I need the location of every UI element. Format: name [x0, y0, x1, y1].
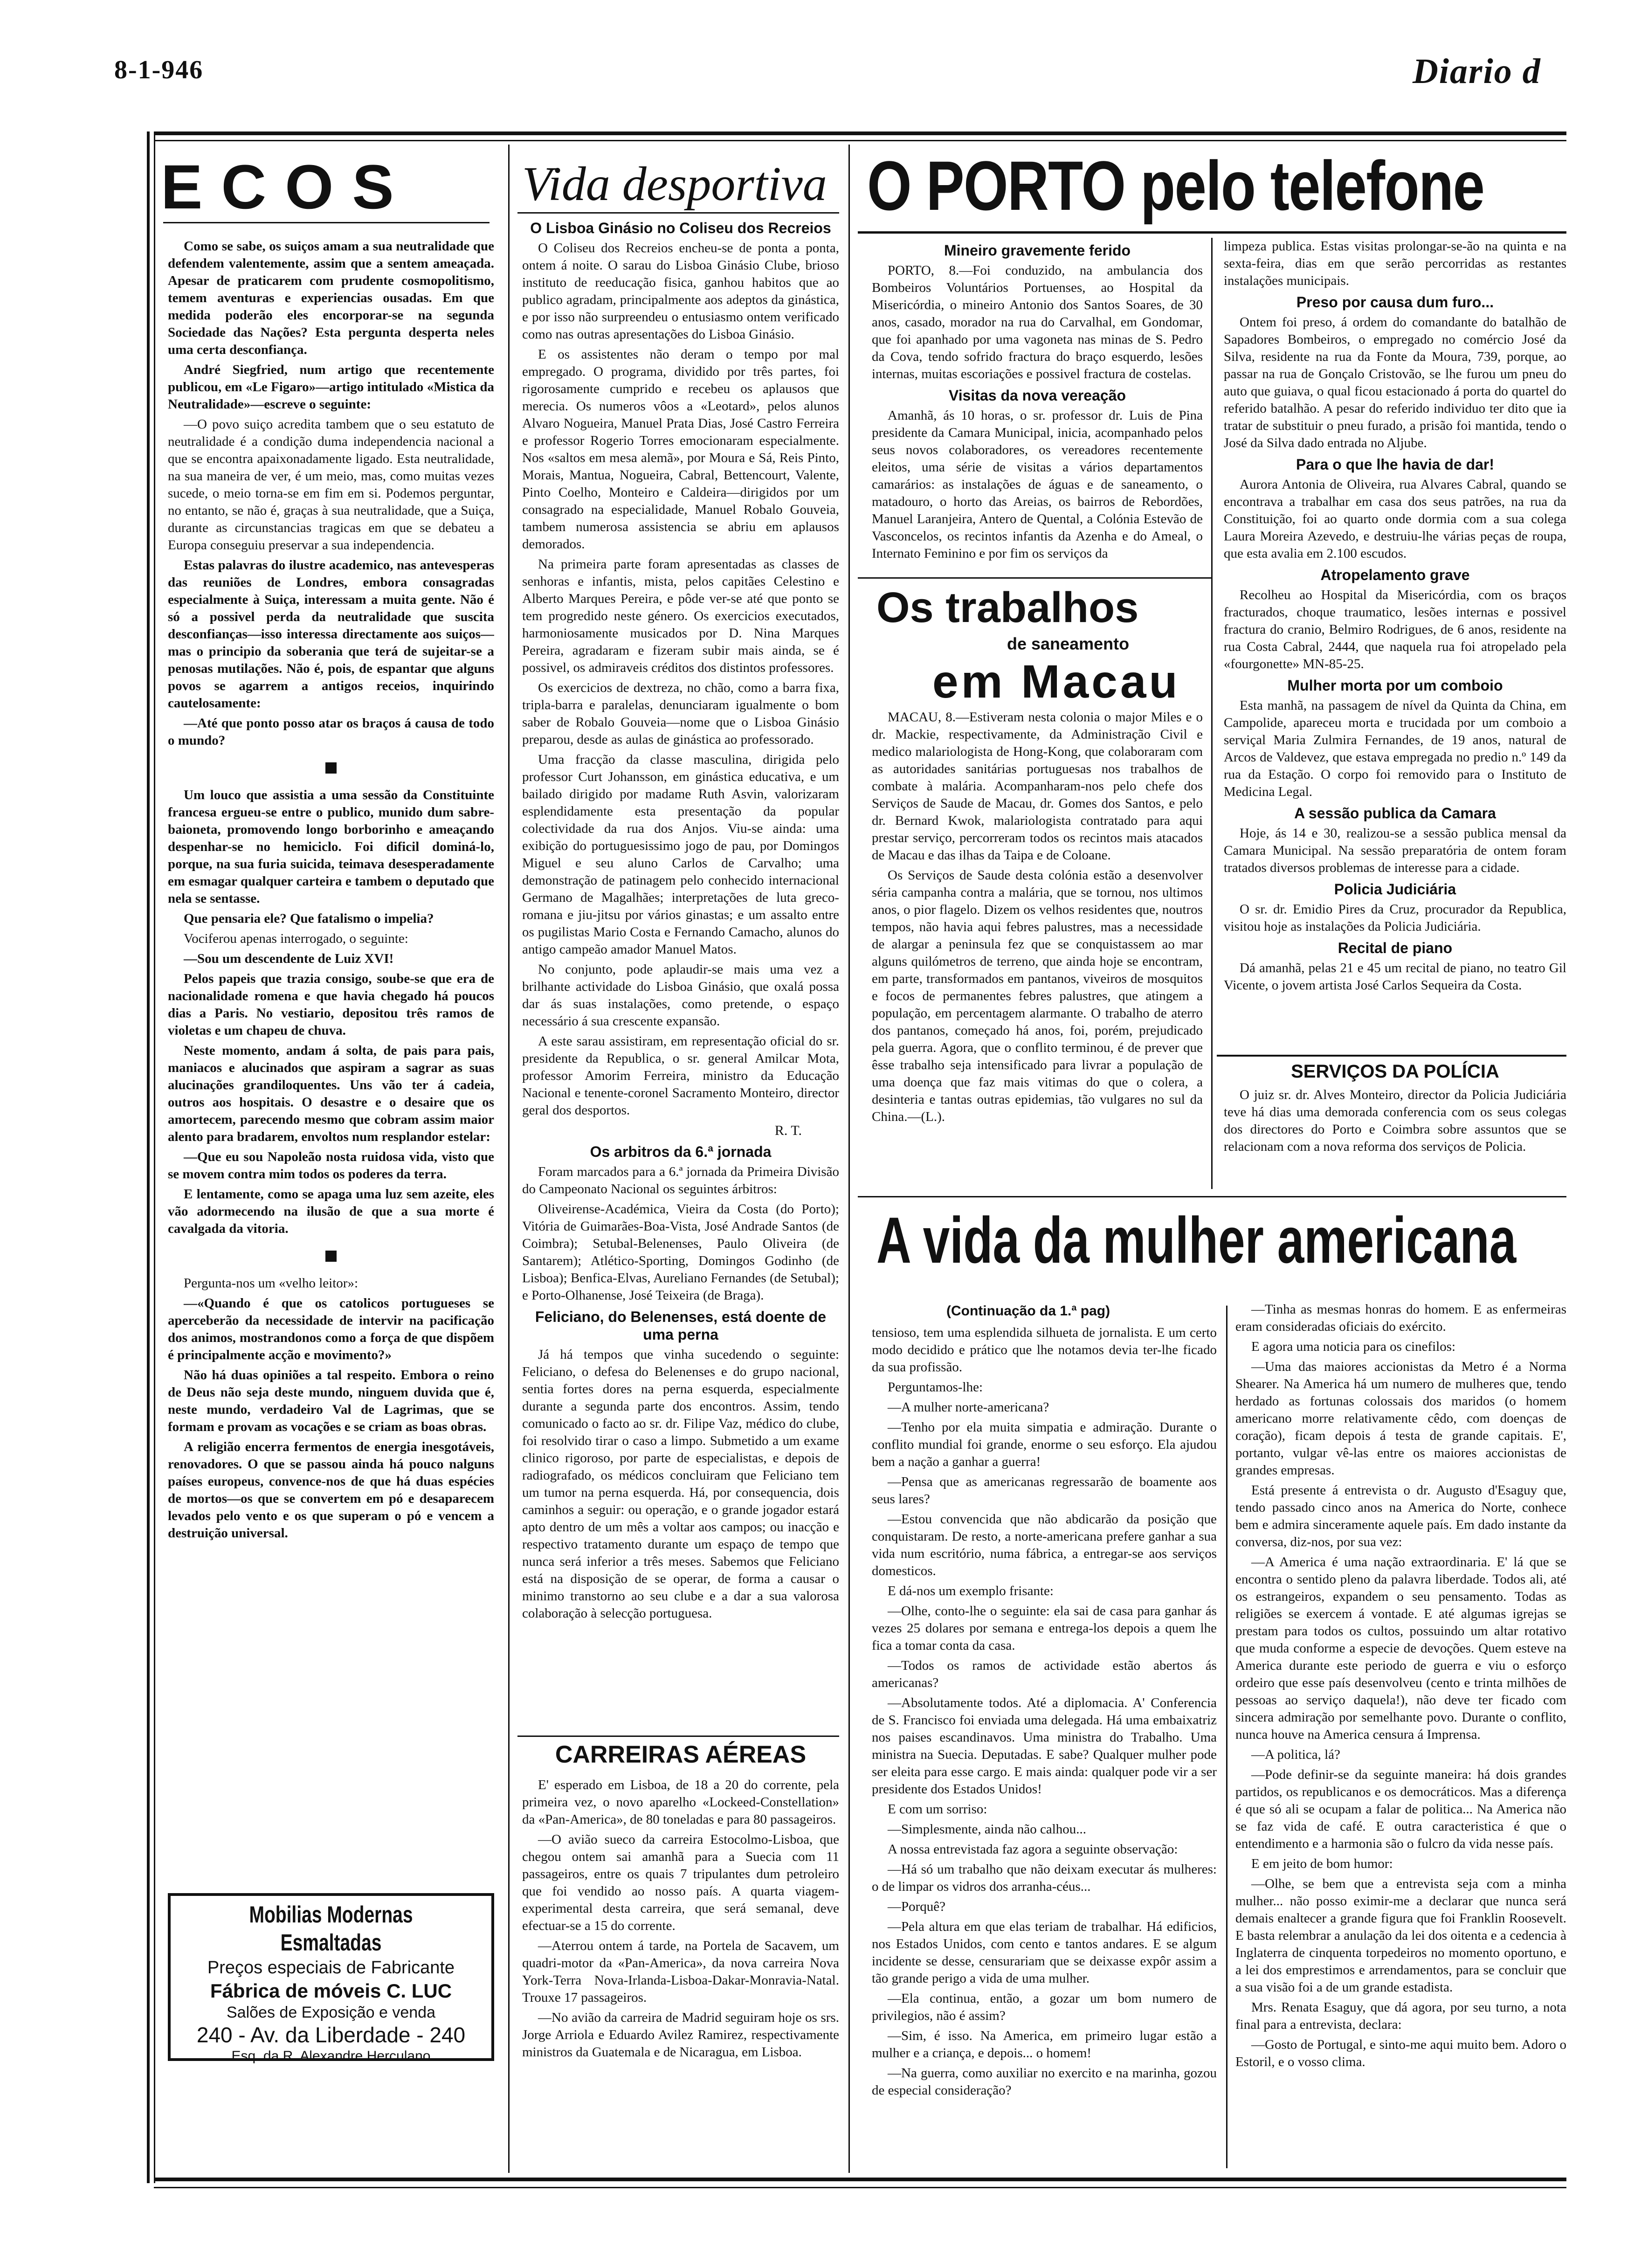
news-paragraph: limpeza publica. Estas visitas prolongar-se-ão na quinta e na sexta-feira, dias em que serão percorridas as restantes instalações municipais. — [1224, 239, 1566, 288]
women-article-column-1 — [872, 1324, 1217, 2173]
left-border-rule-inner — [154, 131, 155, 2183]
news-headline: Recital de piano — [1338, 940, 1453, 956]
ecos-paragraph: André Siegfried, num artigo que recentemente publicou, em «Le Figaro»—artigo intitulado «Mistica da Neutralidade»—escreve o seguinte: — [168, 362, 494, 412]
interview-paragraph: —Ela continua, então, a gozar um bom numero de privilegios, não é assim? — [872, 1991, 1217, 2023]
sports-column — [522, 215, 839, 1736]
column-separator-2 — [848, 145, 850, 2173]
women-article-title: A vida da mulher americana — [876, 1203, 1517, 1277]
article-headline: Feliciano, do Belenenses, está doente de uma perna — [535, 1308, 827, 1343]
macau-title-line2: de saneamento — [1007, 634, 1130, 653]
air-routes-rule — [517, 1736, 839, 1737]
interview-paragraph: —Tinha as mesmas honras do homem. E as enfermeiras eram consideradas oficiais do exército. — [1235, 1302, 1566, 1334]
porto-section-title: O PORTO pelo telefone — [867, 146, 1484, 225]
issue-date: 8-1-946 — [114, 55, 204, 84]
news-headline: Para o que lhe havia de dar! — [1296, 456, 1495, 473]
ecos-title: ECOS — [161, 152, 413, 222]
article-paragraph: A este sarau assistiram, em representação oficial do sr. presidente da Republica, o sr. general Amilcar Mota, professor Amorim Ferreira, ministro da Educação Nacional e tenente-coronel Sacramento Monteiro, director geral dos desportos. — [522, 1034, 839, 1118]
news-paragraph: Hoje, ás 14 e 30, realizou-se a sessão publica mensal da Camara Municipal. Na sessão preparatória de ontem foram tratados diversos problemas de interesse para a cidade. — [1224, 826, 1566, 875]
news-headline: A sessão publica da Camara — [1294, 805, 1496, 822]
article-paragraph: E' esperado em Lisboa, de 18 a 20 do corrente, pela primeira vez, o novo aparelho «Lockeed-Constellation» da «Pan-America», de 80 toneladas e para 80 passageiros. — [522, 1777, 839, 1827]
interview-paragraph: E agora uma noticia para os cinefilos: — [1251, 1339, 1456, 1354]
interview-paragraph: —Porquê? — [888, 1899, 946, 1914]
ad-line: Esq. da R. Alexandre Herculano — [231, 2048, 431, 2064]
interview-paragraph: —Olhe, conto-lhe o seguinte: ela sai de casa para ganhar ás vezes 25 dolares por semana e entrega-los depois a quem lhe fica a tomar conta da casa. — [872, 1604, 1217, 1653]
news-headline: Visitas da nova vereação — [948, 387, 1126, 404]
article-paragraph: —O avião sueco da carreira Estocolmo-Lisboa, que chegou ontem sai amanhã para a Suecia com 11 passageiros, entre os quais 7 tripulantes dum petroleiro que foi vendido ao nosso país. A quarta viagem-experimental desta carreira, que será semanal, deve efectuar-se a 15 do corrente. — [522, 1832, 839, 1933]
news-paragraph: Amanhã, ás 10 horas, o sr. professor dr. Luis de Pina presidente da Camara Municipal, inicia, acompanhado pelos seus novos colaboradores, os vereadores recentemente eleitos, uma série de visitas a vários departamentos camarários: as instalações de águas e de saneamento, o matadouro, o horto das Areias, os bairros de Rebordões, Manuel Laranjeira, Antero de Quental, a Colónia Estevão de Vasconcelos, os recintos infantis da Azenha e do Ameal, o Internato Feminino e por fim os serviços da — [872, 408, 1203, 561]
porto-title-underline — [858, 231, 1566, 234]
news-headline: Mineiro gravemente ferido — [944, 242, 1131, 259]
ecos-paragraph: —Sou um descendente de Luiz XVI! — [184, 951, 394, 966]
column-separator-4 — [1226, 1306, 1227, 2168]
news-headline: Preso por causa dum furo... — [1296, 294, 1494, 311]
footer-rule-thin — [154, 2187, 1566, 2188]
sports-title-underline — [517, 212, 839, 214]
ecos-paragraph: Que pensaria ele? Que fatalismo o impelia? — [184, 911, 434, 926]
interview-paragraph: —Pela altura em que elas teriam de trabalhar. Há edificios, nos Estados Unidos, com cento e tantos andares. E se algum incidente se desse, censurariam que se deixasse expôr assim a tão grande perigo a vida de uma mulher. — [872, 1919, 1217, 1986]
news-paragraph: Ontem foi preso, á ordem do comandante do batalhão de Sapadores Bombeiros, o empregado no comércio José da Silva, residente na rua da Fonte da Moura, 739, porque, ao passar na rua de Gonçalo Cristovão, se lhe furou um pneu do auto que guiava, o qual ficou estacionado á porta do quartel do referido batalhão. A pesar do referido individuo ter dito que ia tratar de substituir o pneu furado, a prisão foi mantida, tendo o José da Silva dado entrada no Aljube. — [1224, 315, 1566, 450]
police-services-headline: SERVIÇOS DA POLÍCIA — [1291, 1061, 1499, 1082]
ecos-paragraph: Pelos papeis que trazia consigo, soube-se que era de nacionalidade romena e que havia chegado há poucos dias a Paris. No vestiario, depositou três ramos de violetas e um chapeu de chuva. — [168, 971, 494, 1038]
porto-column-1 — [872, 238, 1203, 574]
news-paragraph: Recolheu ao Hospital da Misericórdia, com os braços fracturados, choque traumatico, lesões internas e possivel fractura do cranio, Belmiro Rodrigues, de 6 anos, residente na rua Costa Cabral, 2444, que naquela rua foi atropelado pela «fourgonette» MN-85-25. — [1224, 588, 1566, 671]
interview-paragraph: tensioso, tem uma esplendida silhueta de jornalista. E um certo modo decidido e prático que lhe notamos deviа ter-lhe ficado da sua profissão. — [872, 1325, 1217, 1375]
ad-headline: Mobilias Modernas Esmaltadas — [249, 1902, 413, 1956]
interview-paragraph: Mrs. Renata Esaguy, que dá agora, por seu turno, a nota final para a entrevista, declara: — [1235, 2000, 1566, 2032]
news-paragraph: O sr. dr. Emidio Pires da Cruz, procurador da Republica, visitou hoje as instalações da Policia Judiciária. — [1224, 902, 1566, 934]
article-headline: Os arbitros da 6.ª jornada — [590, 1143, 772, 1160]
ecos-paragraph: Não há duas opiniões a tal respeito. Embora o reino de Deus não seja deste mundo, ninguem duvida que é, neste mundo, verdadeiro Val de Lagrimas, que se formam e provam as vocações e se criam as boas obras. — [168, 1368, 494, 1434]
interview-paragraph: —Na guerra, como auxiliar no exercito e na marinha, gozou de especial consideração? — [872, 2066, 1217, 2098]
macau-title-line3: em Macau — [932, 656, 1180, 708]
interview-paragraph: E em jeito de bom humor: — [1251, 1856, 1393, 1871]
news-paragraph: Esta manhã, na passagem de nível da Quinta da China, em Campolide, apareceu morta e trucidada por um comboio a serviçal Maria Zulmira Fernandes, de 19 anos, natural de Arcos de Valdevez, que estava empregada no predio n.º 149 da rua da Estação. O corpo foi removido para o Instituto de Medicina Legal. — [1224, 698, 1566, 799]
article-headline: O Lisboa Ginásio no Coliseu dos Recreios — [530, 220, 831, 236]
interview-paragraph: E dá-nos um exemplo frisante: — [888, 1583, 1054, 1598]
interview-paragraph: —Gosto de Portugal, e sinto-me aqui muito bem. Adoro o Estoril, e o vosso clima. — [1235, 2037, 1566, 2069]
article-paragraph: —Aterrou ontem á tarde, na Portela de Sacavem, um quadri-motor da «Pan-America», da nova carreira Nova York-Terra Nova-Irlanda-Lisboa-Dakar-Monravia-Natal. Trouxe 17 passageiros. — [522, 1938, 839, 2005]
article-paragraph: O Coliseu dos Recreios encheu-se de ponta a ponta, ontem á noite. O sarau do Lisboa Ginásio Clube, brioso instituto de reeducação fisica, ganhou habitos que ao publico agradam, principalmente aos adeptos da ginástica, e por isso não surpreendeu o entusiasmo ontem verificado como nas outras apresentações do Lisboa Ginásio. — [522, 241, 839, 342]
ad-line: Fábrica de móveis C. LUC — [210, 1980, 452, 2002]
article-paragraph: Os exercicios de dextreza, no chão, como a barra fixa, tripla-barra e paralelas, denunciaram igualmente o bom saber de Robalo Gouveia—nome que o Lisboa Ginásio preparou, desde as aulas de ginástica ao professorado. — [522, 680, 839, 747]
police-box-top-rule — [1217, 1055, 1566, 1057]
article-paragraph: Na primeira parte foram apresentadas as classes de senhoras e infantis, mista, pelos capitães Celestino e Alberto Marques Pereira, e pôde ver-se até que ponto se tem progredido neste género. Os exercicios executados, harmoniosamente musicados por D. Nina Marques Pereira, agradaram e fizeram subir mais ainda, se é possivel, os admiraveis créditos dos distintos professores. — [522, 557, 839, 675]
ecos-paragraph: Estas palavras do ilustre academico, nas antevesperas das reuniões de Londres, embora consagradas especialmente à Suiça, interessam a muita gente. Não é só a possivel perda da neutralidade que suscita desconfianças—isso interessa directamente aos suiços— mas o principio da soberania que terá de sujeitar-se a penosas mutilações. Não é, pois, de espantar que alguns povos se agarrem a antigos receios, inquirindo cautelosamente: — [168, 558, 494, 711]
article-paragraph: Já há tempos que vinha sucedendo o seguinte: Feliciano, o defesa do Belenenses e do grupo nacional, sentia fortes dores na perna esquerda, especialmente durante a segunda parte dos encontros. Assim, tendo comunicado o facto ao sr. dr. Filipe Vaz, médico do clube, foi resolvido tirar o caso a limpo. Submetido a um exame clinico rigoroso, por parte de especialistas, e depois de radiografado, os médicos concluiram que Feliciano tem um tumor na perna esquerda. Há, por consequencia, dois caminhos a seguir: ou operação, e o grande jogador estará apto dentro de um mês a voltar aos campos; ou inacção e respectivo tratamento durante um espaço de tempo que nunca será inferior a três meses. Sabemos que Feliciano está na disposição de se operar, de forma a causar o minimo transtorno ao seu clube e a dar a sua valorosa colaboração à selecção portuguesa. — [522, 1347, 839, 1621]
ecos-paragraph: Pergunta-nos um «velho leitor»: — [184, 1276, 358, 1291]
police-services-column — [1224, 1086, 1566, 1180]
women-article-top-rule — [858, 1196, 1566, 1197]
news-headline: Mulher morta por um comboio — [1287, 677, 1503, 694]
footer-rule-thick — [154, 2178, 1566, 2181]
interview-paragraph: Perguntamos-lhe: — [888, 1380, 983, 1395]
air-routes-title: CARREIRAS AÉREAS — [555, 1741, 807, 1768]
ad-line: 240 - Av. da Liberdade - 240 — [196, 2023, 466, 2047]
interview-paragraph: —A politica, lá? — [1251, 1747, 1340, 1762]
left-border-rule — [147, 131, 150, 2183]
newspaper-name: Diario d — [1413, 52, 1541, 91]
article-paragraph: Foram marcados para a 6.ª jornada da Primeira Divisão do Campeonato Nacional os seguintes árbitros: — [522, 1164, 839, 1196]
interview-paragraph: E com um sorriso: — [888, 1802, 987, 1817]
article-paragraph: —No avião da carreira de Madrid seguiram hoje os srs. Jorge Arriola e Eduardo Avilez Ramirez, respectivamente ministros da Guatemala e de Nicaragua, em Lisboa. — [522, 2010, 839, 2060]
continuation-note: (Continuação da 1.ª pag) — [946, 1303, 1110, 1319]
ad-line: Preços especiais de Fabricante — [207, 1958, 455, 1978]
ecos-paragraph: Neste momento, andam á solta, de pais para pais, maniacos e alucinados que aspiram a sagrar as suas alucinações grandiloquentes. Uns vão ter á cadeia, outros aos hospitais. O desastre e o desaire que os amortecem, parecendo mesmo que cobram assim maior alento para bradarem, envoltos num resplandor estelar: — [168, 1043, 494, 1144]
article-paragraph: No conjunto, pode aplaudir-se mais uma vez a brilhante actividade do Lisboa Ginásio, que oxalá possa dar ás suas instalações, como pretende, o espaço necessário á sua crescente expansão. — [522, 962, 839, 1029]
news-paragraph: PORTO, 8.—Foi conduzido, na ambulancia dos Bombeiros Voluntários Portuenses, ao Hospital da Misericórdia, o mineiro Antonio dos Santos Soares, de 30 anos, casado, morador na rua do Carvalhal, em Gondomar, que foi apanhado por uma vagoneta nas minas de S. Pedro da Cova, tendo sofrido fractura do braço esquerdo, lesões internas, muitas escoriações e possivel fractura de costelas. — [872, 263, 1203, 381]
header-rule-thin — [154, 140, 1566, 141]
ecos-paragraph: —Até que ponto posso atar os braços á causa de todo o mundo? — [168, 716, 494, 748]
interview-paragraph: —A America é uma nação extraordinaria. E' lá que se encontra o sentido pleno da palavra liberdade. Todos ali, até os estrangeiros, expandem o seu pensamento. Todas as religiões se exercem á vontade. E até algumas igrejas se prestam para todos os cultos, possuindo um altar rotativo que muda conforme a especie de devoções. Quem esteve na America durante este periodo de guerra e viu o esforço ordeiro que esse país desenvolveu (cento e trinta milhões de pessoas ao serviço daquela!), não deve ter ficado com sincera admiração por semelhante povo. Durante o conflito, nunca houve na America censura á Imprensa. — [1235, 1555, 1566, 1742]
header-rule-thick — [154, 131, 1566, 135]
ecos-paragraph: Um louco que assistia a uma sessão da Constituinte francesa ergueu-se entre o publico, munido dum sabre-baioneta, promovendo longo borborinho e ameaçando despenhar-se no hemiciclo. Foi dificil dominá-lo, porque, na sua furia suicida, teimava desesperadamente em esmagar qualquer carteira e tambem o deputado que nela se sentasse. — [168, 788, 494, 906]
macau-title-line1: Os trabalhos — [876, 584, 1139, 631]
article-paragraph: E os assistentes não deram o tempo por mal empregado. O programa, dividido por três partes, foi rigorosamente cumprido e recebeu os aplausos que merecia. Os numeros vôos a «Leotard», pelos alunos Alvaro Nogueira, Manuel Prata Dias, José Castro Ferreira e professor Rogerio Torres emocionaram especialmente. Nos «saltos em mesa alemã», por Moura e Sá, Reis Pinto, Morais, Mantua, Nogueira, Cabral, Bettencourt, Valente, Pinto Coelho, Monteiro e Caldeira—dirigidos por um consagrado na especialidade, Manuel Robalo Gouveia, tambem numerosa assistencia se abriu em aplausos demorados. — [522, 347, 839, 552]
news-headline: Policia Judiciária — [1334, 881, 1456, 898]
news-headline: Atropelamento grave — [1320, 567, 1470, 583]
ecos-paragraph: A religião encerra fermentos de energia inesgotáveis, renovadores. O que se passou ainda há pouco nalguns países europeus, convence-nos de que há duas espécies de mortos—os que se convertem em pó e desaparecem levados pelo vento e os que superam o pó e vencem a destruição universal. — [168, 1439, 494, 1541]
ecos-title-underline — [163, 222, 490, 223]
ecos-paragraph: E lentamente, como se apaga uma luz sem azeite, eles vão adormecendo na ilusão de que a sua morte é cavalgada da vitoria. — [168, 1187, 494, 1236]
ecos-paragraph: Como se sabe, os suiços amam a sua neutralidade que defendem valentemente, assim que a sentem ameaçada. Apesar de praticarem com prudente cosmopolitismo, temem aventuras e experiencias ousadas. Em que medida poderão eles encorporar-se na segunda Sociedade das Nações? Esta pergunta desperta neles uma certa desconfiança. — [168, 239, 494, 357]
interview-paragraph: A nossa entrevistada faz agora a seguinte observação: — [888, 1842, 1178, 1857]
porto-column-2 — [1224, 238, 1566, 1077]
interview-paragraph: —Simplesmente, ainda não calhou... — [888, 1822, 1087, 1837]
ecos-paragraph: —«Quando é que os catolicos portugueses se aperceberão da necessidade de intervir na pacificação dos animos, mostrandonos como a força de que dispõem é principalmente acção e movimento?» — [168, 1296, 494, 1362]
interview-paragraph: —Uma das maiores accionistas da Metro é a Norma Shearer. Na America há um numero de mulheres que, tendo herdado as fortunas colossais dos maridos (o homem americano morre relativamente cêdo, com doenças de coração), ficam depois á testa de grande capitais. E', portanto, vulgar vê-las entre os maiores accionistas de grandes empresas. — [1235, 1359, 1566, 1478]
interview-paragraph: —Olhe, se bem que a entrevista seja com a minha mulher... não posso eximir-me a declarar que nunca será demais enaltecer a grande figura que foi Franklin Roosevelt. E basta relembrar a anulação da lei dos oitenta e a cedencia à Inglaterra de cinquenta torpedeiros no momento oportuno, e a lei dos emprestimos e arrendamentos, para se concluir que a sua visão foi a de um grande estadista. — [1235, 1876, 1566, 1995]
news-paragraph: Aurora Antonia de Oliveira, rua Alvares Cabral, quando se encontrava a trabalhar em casa dos seus patrões, na rua da Constituição, foi ao quarto onde dormia com a sua colega Laura Moreira Azevedo, e destruiu-lhe várias peças de roupa, que esta avalia em 2.100 escudos. — [1224, 477, 1566, 561]
news-paragraph: Dá amanhã, pelas 21 e 45 um recital de piano, no teatro Gil Vicente, o jovem artista José Carlos Sequeira da Costa. — [1224, 961, 1566, 993]
news-paragraph: Os Serviços de Saude desta colónia estão a desenvolver séria campanha contra a malária, que se tornou, nos ultimos anos, o pior flagelo. Dizem os velhos residentes que, noutros tempos, não havia aqui febres palustres, mas a necessidade de alargar a peninsula fez que se conquistassem ao mar alguns quilómetros de terreno, que ainda hoje se encontram, em parte, transformados em pantanos, viveiros de mosquitos e focos de permanentes febres palustres, que atingem a população, em percentagem alarmante. O trabalho de aterro dos pantanos, começado há anos, foi, porém, prejudicado pela guerra. Agora, que o conflito terminou, é de prever que êsse trabalho seja intensificado para livrar a população de uma doença que faz mais vitimas do que o colera, a desinteria e tantas outras epidemias, tão vulgares no sul da China.—(L.). — [872, 868, 1203, 1124]
column-separator-1 — [508, 145, 510, 2173]
column-separator-3 — [1211, 238, 1213, 1189]
air-routes-column — [522, 1777, 839, 2168]
ecos-paragraph: —O povo suiço acredita tambem que o seu estatuto de neutralidade é a condição duma independencia nacional a que se encontra apaixonadamente ligado. Esta neutralidade, na sua maneira de ver, é um meio, mas, como muitas vezes sucede, o meio torna-se em fim em si. Podemos perguntar, no entanto, se não é, graças à sua neutralidade, que a Suiça, durante as circunstancias tragicas em que se debateu a Europa conseguiu preservar a sua independencia. — [168, 417, 494, 553]
article-signature: R. T. — [774, 1123, 802, 1138]
interview-paragraph: —Tenho por ela muita simpatia e admiração. Durante o conflito mundial foi grande, enorme o seu esforço. Ela ajudou bem a nação a ganhar a guerra! — [872, 1420, 1217, 1469]
interview-paragraph: —Absolutamente todos. Até a diplomacia. A' Conferencia de S. Francisco foi enviada uma delegada. Há uma embaixatriz nos paises escandinavos. Uma ministra do Trabalho. Uma ministra na Suecia. Deputadas. E sabe? Qualquer mulher pode ser eleita para esse cargo. E mais ainda: qualquer pode vir a ser presidente dos Estados Unidos! — [872, 1695, 1217, 1797]
section-separator-square — [325, 762, 337, 774]
sports-section-title: Vida desportiva — [522, 157, 827, 211]
article-paragraph: Oliveirense-Académica, Vieira da Costa (do Porto); Vitória de Guimarães-Boa-Vista, José Andrade Santos (de Coimbra); Setubal-Belenenses, Paulo Oliveira (de Santarem); Atlético-Sporting, Domingos Godinho (de Lisboa); Benfica-Elvas, Aureliano Fernandes (de Setubal); e Porto-Olhanense, José Teixeira (de Braga). — [522, 1202, 839, 1303]
interview-paragraph: —Estou convencida que não abdicarão da posição que conquistaram. De resto, a norte-americana prefere ganhar a sua vida num escritório, numa fábrica, a entregar-se aos serviços domesticos. — [872, 1512, 1217, 1578]
news-paragraph: MACAU, 8.—Estiveram nesta colonia o major Miles e o dr. Mackie, respectivamente, da Administração Civil e medico malariologista de Hong-Kong, que colaboraram com as autoridades sanitárias portuguesas nos trabalhos de combate à malária. Acompanharam-nos pelo chefe dos Serviços de Saude de Macau, dr. Gomes dos Santos, e pelo dr. Bernard Kwok, malariologista contratado para aqui prestar serviço, percorreram todos os recintos mais atacados de Macau e das ilhas da Taipa e de Coloane. — [872, 710, 1203, 863]
interview-paragraph: —Pensa que as americanas regressarão de boamente aos seus lares? — [872, 1474, 1217, 1507]
interview-paragraph: —A mulher norte-americana? — [888, 1400, 1049, 1415]
ecos-paragraph: —Que eu sou Napoleão nosta ruidosa vida, visto que se movem contra mim todos os poderes da terra. — [168, 1149, 494, 1182]
ecos-paragraph: Vociferou apenas interrogado, o seguinte: — [184, 931, 408, 946]
porto-col1-bottom-rule — [858, 577, 1211, 579]
news-paragraph: O juiz sr. dr. Alves Monteiro, director da Policia Judiciária teve há dias uma demorada conferencia com os seus colegas dos directores do Porto e Coimbra sobre assuntos que se relacionam com a nova reforma dos serviços de Policia. — [1224, 1087, 1566, 1154]
ecos-column — [168, 238, 494, 1814]
ad-line: Salões de Exposição e venda — [227, 2004, 435, 2021]
section-separator-square — [325, 1251, 337, 1262]
interview-paragraph: —Todos os ramos de actividade estão abertos ás americanas? — [872, 1658, 1217, 1690]
interview-paragraph: —Pode definir-se da seguinte maneira: há dois grandes partidos, os republicanos e os democráticos. Mas a diferença é que só ali se ocupam a falar de politica... Na America não se faz vida de café. E outra caracteristica é que o entendimento e a harmonia são o fulcro da vida nesse país. — [1235, 1767, 1566, 1851]
furniture-advertisement — [168, 1893, 494, 2064]
article-paragraph: Uma fracção da classe masculina, dirigida pelo professor Curt Johansson, em ginástica educativa, e um bailado dirigido por madame Ruth Asvin, valorizaram esplendidamente esta presentação da popular colectividade da rua dos Anjos. Viu-se ainda: uma exibição do portuguesissimo jogo de pau, por Domingos Miguel e seu aluno Carlos de Carvalho; uma demonstração de patinagem pelo conhecido internacional Germano de Magalhães; interpretações de luta greco-romana e jiu-jitsu por vários ginastas; e um assalto entre os pugilistas Mario Costa e Fernando Camacho, alunos do antigo campeão amador Manuel Matos. — [522, 752, 839, 957]
macau-column — [872, 709, 1203, 1194]
women-article-column-2 — [1235, 1301, 1566, 2173]
interview-paragraph: Está presente á entrevista o dr. Augusto d'Esaguy que, tendo passado cinco anos na America do Norte, conhece bem e admira sinceramente aquele país. Em dado instante da conversa, diz-nos, por sua vez: — [1235, 1483, 1566, 1549]
interview-paragraph: —Há só um trabalho que não deixam executar ás mulheres: o de limpar os vidros dos arranha-céus... — [872, 1862, 1217, 1894]
interview-paragraph: —Sim, é isso. Na America, em primeiro lugar estão a mulher e a criança, e depois... o homem! — [872, 2028, 1217, 2061]
